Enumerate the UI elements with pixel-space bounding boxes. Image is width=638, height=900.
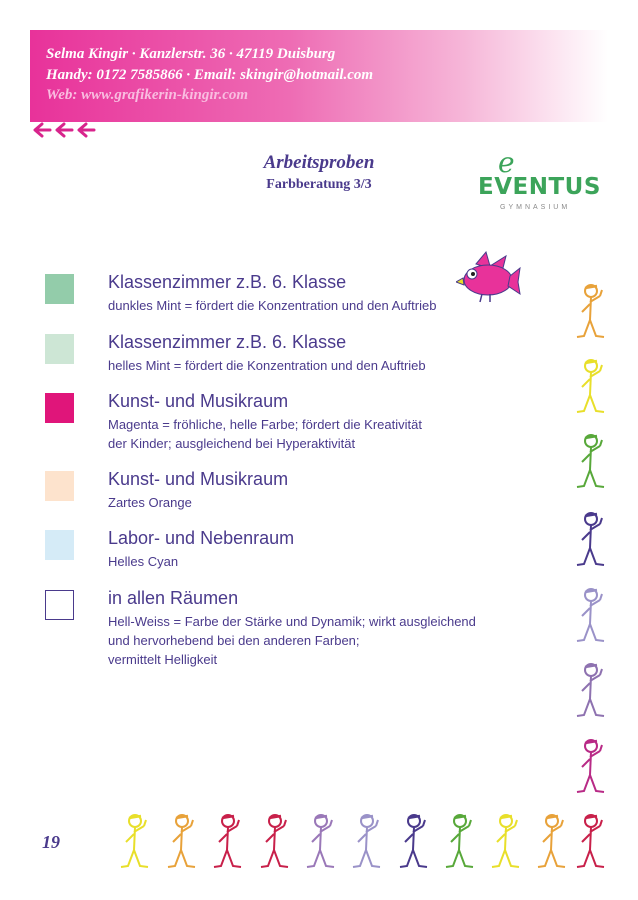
stick-figure-icon bbox=[573, 586, 609, 649]
stick-figure-icon bbox=[534, 812, 570, 875]
stick-figure-icon bbox=[349, 812, 385, 875]
color-swatch bbox=[45, 590, 74, 620]
page-subtitle: Farbberatung 3/3 bbox=[266, 177, 372, 192]
contact-phone-email: Handy: 0172 7585866 · Email: skingir@hotmail.com bbox=[46, 67, 374, 83]
stick-figure-icon bbox=[573, 357, 609, 420]
left-arrow-icon[interactable] bbox=[76, 122, 96, 138]
entry-heading: Kunst- und Musikraum bbox=[108, 469, 289, 489]
color-swatch bbox=[45, 274, 74, 304]
color-swatch bbox=[45, 334, 74, 364]
entry-heading: Klassenzimmer z.B. 6. Klasse bbox=[108, 332, 347, 352]
entry-description: dunkles Mint = fördert die Konzentration und den Auftrieb bbox=[108, 298, 437, 313]
contact-address: Selma Kingir · Kanzlerstr. 36 · 47119 Duisburg bbox=[46, 46, 336, 62]
entry-description: helles Mint = fördert die Konzentration und den Auftrieb bbox=[108, 358, 426, 373]
contact-header bbox=[30, 30, 608, 122]
entry-heading: Kunst- und Musikraum bbox=[108, 391, 289, 411]
page-number: 19 bbox=[42, 832, 60, 852]
entry-heading: Klassenzimmer z.B. 6. Klasse bbox=[108, 272, 347, 292]
entry-description: Magenta = fröhliche, helle Farbe; fördert die Kreativität der Kinder; ausgleichend bei Hyperaktivität bbox=[108, 417, 422, 451]
logo-script-letter: e bbox=[498, 146, 515, 179]
logo-subtitle: GYMNASIUM bbox=[500, 204, 571, 211]
stick-figure-icon bbox=[442, 812, 478, 875]
color-swatch bbox=[45, 393, 74, 423]
stick-figure-icon bbox=[573, 737, 609, 800]
contact-web: Web: www.grafikerin-kingir.com bbox=[46, 87, 249, 103]
stick-figure-icon bbox=[164, 812, 200, 875]
pink-bird-icon bbox=[456, 250, 522, 308]
color-swatch bbox=[45, 530, 74, 560]
stick-figure-icon bbox=[303, 812, 339, 875]
entry-heading: in allen Räumen bbox=[108, 588, 239, 608]
eventus-logo bbox=[474, 148, 614, 214]
left-arrow-icon[interactable] bbox=[32, 122, 52, 138]
entry-description: Hell-Weiss = Farbe der Stärke und Dynamik; wirkt ausgleichend und hervorhebend bei den anderen Farben; vermittelt Helligkeit bbox=[108, 614, 476, 667]
entry-description: Zartes Orange bbox=[108, 495, 192, 510]
color-swatch bbox=[45, 471, 74, 501]
page-title: Arbeitsproben bbox=[263, 152, 375, 173]
stick-figure-icon bbox=[396, 812, 432, 875]
stick-figure-icon bbox=[573, 661, 609, 724]
entry-heading: Labor- und Nebenraum bbox=[108, 528, 295, 548]
entry-description: Helles Cyan bbox=[108, 554, 179, 569]
stick-figure-icon bbox=[488, 812, 524, 875]
stick-figure-icon bbox=[257, 812, 293, 875]
stick-figure-icon bbox=[210, 812, 246, 875]
stick-figure-icon bbox=[573, 282, 609, 345]
logo-word: EVENTUS bbox=[478, 174, 601, 200]
stick-figure-icon bbox=[573, 510, 609, 573]
stick-figure-icon bbox=[573, 432, 609, 495]
back-navigation[interactable] bbox=[32, 122, 96, 138]
left-arrow-icon[interactable] bbox=[54, 122, 74, 138]
stick-figure-icon bbox=[573, 812, 609, 875]
stick-figure-icon bbox=[117, 812, 153, 875]
